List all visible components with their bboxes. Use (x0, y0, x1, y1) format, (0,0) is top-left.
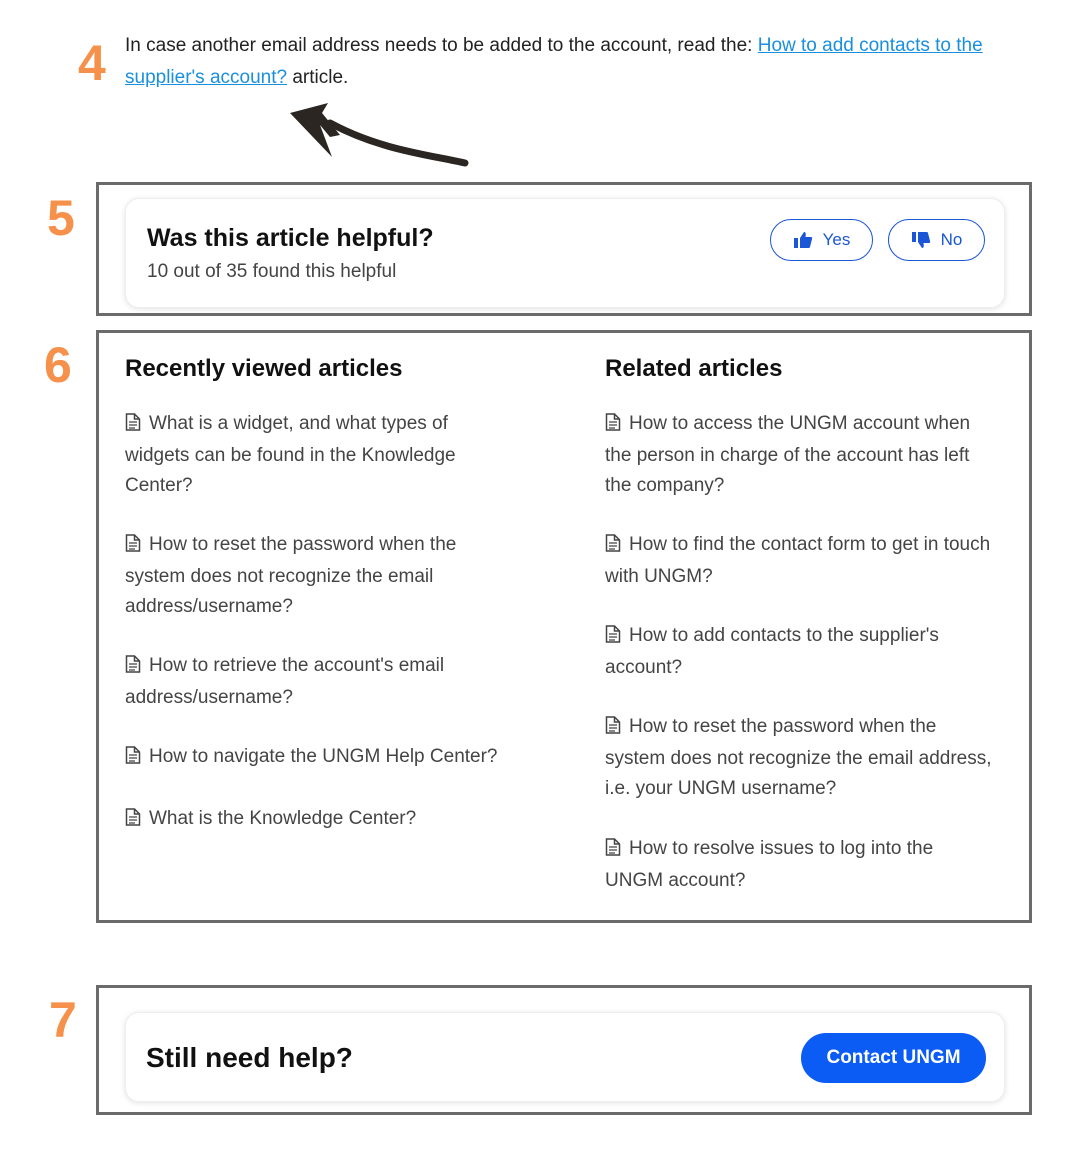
document-icon (605, 532, 621, 562)
recent-article-5[interactable] (125, 804, 515, 836)
related-article-2[interactable] (605, 530, 995, 592)
related-article-1-label: How to access the UNGM account when the person in charge of the account has left the company? (605, 413, 971, 496)
no-button[interactable] (888, 219, 985, 261)
related-article-5-label: How to resolve issues to log into the UNGM account? (605, 838, 934, 891)
document-icon (125, 744, 141, 774)
step-number-6: 6 (44, 337, 72, 393)
recent-article-3[interactable] (125, 651, 515, 713)
document-icon (605, 714, 621, 744)
recent-article-4[interactable] (125, 742, 515, 774)
yes-button[interactable] (770, 219, 873, 261)
document-icon (125, 411, 141, 441)
intro-text-after: article. (287, 67, 349, 88)
add-contacts-link[interactable]: How to add contacts to the supplier's account? (125, 35, 983, 88)
recent-article-2[interactable] (125, 530, 515, 622)
thumbs-down-icon (911, 231, 931, 249)
related-article-3-label: How to add contacts to the supplier's account? (605, 625, 939, 678)
document-icon (605, 411, 621, 441)
intro-paragraph (125, 30, 1005, 94)
contact-ungm-button[interactable]: Contact UNGM (801, 1033, 986, 1083)
document-icon (605, 623, 621, 653)
related-article-1[interactable] (605, 409, 995, 501)
document-icon (605, 836, 621, 866)
document-icon (125, 653, 141, 683)
recent-article-2-label: How to reset the password when the system does not recognize the email address/username? (125, 534, 457, 617)
related-articles-title: Related articles (605, 355, 783, 382)
yes-label: Yes (822, 230, 851, 249)
document-icon (125, 532, 141, 562)
related-article-4[interactable] (605, 712, 995, 804)
step-number-4: 4 (78, 35, 106, 91)
related-article-3[interactable] (605, 621, 995, 683)
recent-article-4-label: How to navigate the UNGM Help Center? (149, 746, 498, 767)
feedback-count: 10 out of 35 found this helpful (147, 261, 397, 282)
feedback-card (125, 198, 1005, 308)
recent-article-5-label: What is the Knowledge Center? (149, 808, 417, 829)
recently-viewed-title: Recently viewed articles (125, 355, 403, 382)
intro-text-before: In case another email address needs to be added to the account, read the: (125, 35, 758, 56)
related-article-2-label: How to find the contact form to get in touch with UNGM? (605, 534, 991, 587)
document-icon (125, 806, 141, 836)
step-number-7: 7 (49, 992, 77, 1048)
feedback-title: Was this article helpful? (147, 224, 434, 252)
still-need-help-title: Still need help? (146, 1042, 353, 1073)
arrow-annotation (280, 95, 480, 175)
thumbs-up-icon (793, 231, 813, 249)
related-article-5[interactable] (605, 834, 995, 896)
related-article-4-label: How to reset the password when the system does not recognize the email address, i.e. your UNGM username? (605, 716, 992, 799)
no-label: No (940, 230, 963, 249)
recent-article-3-label: How to retrieve the account's email address/username? (125, 655, 445, 708)
step-number-5: 5 (47, 190, 75, 246)
recent-article-1-label: What is a widget, and what types of widgets can be found in the Knowledge Center? (125, 413, 456, 496)
recent-article-1[interactable] (125, 409, 515, 501)
